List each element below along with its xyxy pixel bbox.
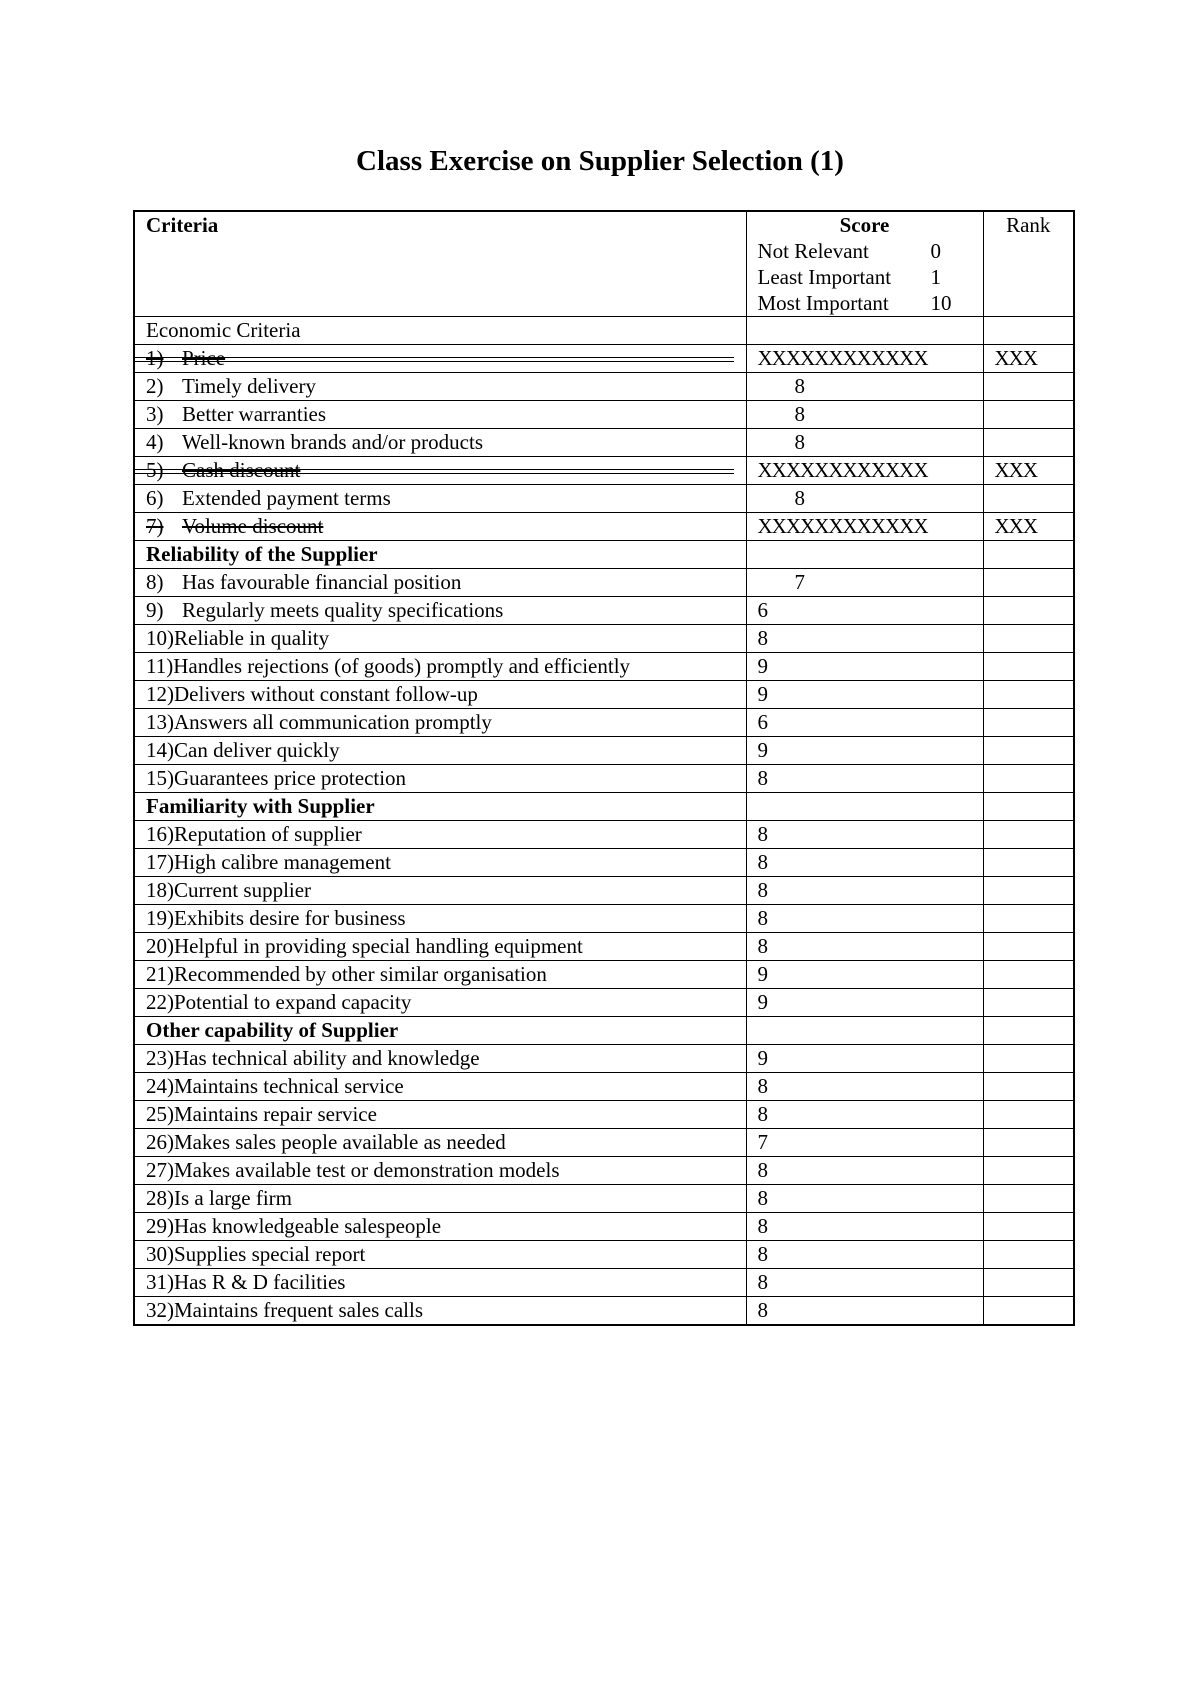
score-cell[interactable]: 8 bbox=[746, 1213, 983, 1241]
rank-cell[interactable] bbox=[983, 1213, 1074, 1241]
scale-most-important: Most Important 10 bbox=[757, 291, 952, 315]
score-header bbox=[746, 211, 983, 317]
criterion-cell: 17)High calibre management bbox=[134, 849, 746, 877]
rank-cell[interactable] bbox=[983, 625, 1074, 653]
rank-cell[interactable] bbox=[983, 569, 1074, 597]
criterion-cell: 25)Maintains repair service bbox=[134, 1101, 746, 1129]
criterion-cell: 2) Timely delivery bbox=[134, 373, 746, 401]
rank-cell[interactable]: XXX bbox=[983, 513, 1074, 541]
rank-cell[interactable] bbox=[983, 681, 1074, 709]
score-cell[interactable]: 8 bbox=[746, 429, 983, 457]
score-cell[interactable]: XXXXXXXXXXXX bbox=[746, 513, 983, 541]
criterion-cell: 23)Has technical ability and knowledge bbox=[134, 1045, 746, 1073]
rank-cell[interactable] bbox=[983, 373, 1074, 401]
table-row bbox=[134, 485, 1074, 513]
score-cell[interactable]: 8 bbox=[746, 1297, 983, 1326]
section-heading: Familiarity with Supplier bbox=[134, 793, 746, 821]
criterion-cell: 20)Helpful in providing special handling equipment bbox=[134, 933, 746, 961]
rank-cell[interactable] bbox=[983, 961, 1074, 989]
section-row bbox=[134, 1017, 1074, 1045]
score-cell[interactable]: 9 bbox=[746, 653, 983, 681]
criterion-cell: 24)Maintains technical service bbox=[134, 1073, 746, 1101]
rank-cell[interactable] bbox=[983, 1185, 1074, 1213]
rank-cell[interactable] bbox=[983, 709, 1074, 737]
criterion-cell: 8) Has favourable financial position bbox=[134, 569, 746, 597]
rank-cell[interactable] bbox=[983, 1073, 1074, 1101]
score-cell[interactable]: XXXXXXXXXXXX bbox=[746, 457, 983, 485]
criterion-cell: 15)Guarantees price protection bbox=[134, 765, 746, 793]
criterion-cell: 3) Better warranties bbox=[134, 401, 746, 429]
score-cell[interactable]: 8 bbox=[746, 625, 983, 653]
table-row bbox=[134, 765, 1074, 793]
score-cell[interactable]: 8 bbox=[746, 373, 983, 401]
table-row bbox=[134, 1297, 1074, 1326]
score-cell[interactable]: 8 bbox=[746, 1185, 983, 1213]
rank-cell[interactable] bbox=[983, 877, 1074, 905]
criterion-cell: 19)Exhibits desire for business bbox=[134, 905, 746, 933]
rank-cell[interactable] bbox=[983, 765, 1074, 793]
score-title: Score bbox=[839, 213, 890, 237]
score-cell[interactable]: 8 bbox=[746, 933, 983, 961]
rank-cell[interactable] bbox=[983, 1241, 1074, 1269]
table-row bbox=[134, 1073, 1074, 1101]
table-row bbox=[134, 625, 1074, 653]
rank-cell[interactable] bbox=[983, 1129, 1074, 1157]
rank-cell[interactable]: XXX bbox=[983, 345, 1074, 373]
criterion-cell: 21)Recommended by other similar organisation bbox=[134, 961, 746, 989]
table-row bbox=[134, 373, 1074, 401]
table-row bbox=[134, 1241, 1074, 1269]
table-row bbox=[134, 1045, 1074, 1073]
criterion-cell: 12)Delivers without constant follow-up bbox=[134, 681, 746, 709]
supplier-criteria-table bbox=[133, 210, 1075, 1326]
table-row bbox=[134, 1269, 1074, 1297]
table-row bbox=[134, 345, 1074, 373]
table-row bbox=[134, 821, 1074, 849]
score-cell[interactable]: 7 bbox=[746, 1129, 983, 1157]
section-row bbox=[134, 541, 1074, 569]
section-row bbox=[134, 793, 1074, 821]
criterion-cell: 18)Current supplier bbox=[134, 877, 746, 905]
table-row bbox=[134, 1101, 1074, 1129]
table-row bbox=[134, 989, 1074, 1017]
table-row bbox=[134, 1185, 1074, 1213]
section-heading: Other capability of Supplier bbox=[134, 1017, 746, 1045]
table-row bbox=[134, 933, 1074, 961]
score-cell[interactable]: 8 bbox=[746, 1157, 983, 1185]
criteria-header: Criteria bbox=[134, 211, 746, 317]
criterion-cell: 7) Volume discount bbox=[134, 513, 746, 541]
rank-cell[interactable]: XXX bbox=[983, 457, 1074, 485]
score-cell[interactable]: 8 bbox=[746, 1241, 983, 1269]
table-row bbox=[134, 1129, 1074, 1157]
criterion-cell: 1) Price bbox=[134, 345, 746, 373]
score-cell[interactable]: XXXXXXXXXXXX bbox=[746, 345, 983, 373]
header-row bbox=[134, 211, 1074, 317]
criterion-cell: 9) Regularly meets quality specifications bbox=[134, 597, 746, 625]
rank-cell[interactable] bbox=[983, 401, 1074, 429]
rank-cell[interactable] bbox=[983, 849, 1074, 877]
table-row bbox=[134, 849, 1074, 877]
table-row bbox=[134, 1157, 1074, 1185]
criterion-cell: 13)Answers all communication promptly bbox=[134, 709, 746, 737]
scale-not-relevant: Not Relevant 0 bbox=[757, 239, 941, 263]
score-cell[interactable]: 9 bbox=[746, 737, 983, 765]
criterion-cell: 31)Has R & D facilities bbox=[134, 1269, 746, 1297]
scale-least-important: Least Important 1 bbox=[757, 265, 941, 289]
table-row bbox=[134, 457, 1074, 485]
table-row bbox=[134, 709, 1074, 737]
score-cell[interactable]: 7 bbox=[746, 569, 983, 597]
score-cell[interactable]: 6 bbox=[746, 709, 983, 737]
score-cell[interactable]: 8 bbox=[746, 905, 983, 933]
criterion-cell: 27)Makes available test or demonstration models bbox=[134, 1157, 746, 1185]
table-row bbox=[134, 597, 1074, 625]
rank-cell[interactable] bbox=[983, 485, 1074, 513]
rank-cell[interactable] bbox=[983, 1157, 1074, 1185]
criterion-cell: 11)Handles rejections (of goods) promptly and efficiently bbox=[134, 653, 746, 681]
table-row bbox=[134, 877, 1074, 905]
score-cell[interactable]: 9 bbox=[746, 961, 983, 989]
rank-cell[interactable] bbox=[983, 429, 1074, 457]
rank-cell[interactable] bbox=[983, 821, 1074, 849]
section-row bbox=[134, 317, 1074, 345]
table-row bbox=[134, 681, 1074, 709]
rank-cell[interactable] bbox=[983, 653, 1074, 681]
score-cell[interactable]: 8 bbox=[746, 1073, 983, 1101]
rank-cell[interactable] bbox=[983, 933, 1074, 961]
rank-cell[interactable] bbox=[983, 1101, 1074, 1129]
score-cell[interactable]: 8 bbox=[746, 1269, 983, 1297]
section-heading: Reliability of the Supplier bbox=[134, 541, 746, 569]
criterion-cell: 5) Cash discount bbox=[134, 457, 746, 485]
rank-cell[interactable] bbox=[983, 1269, 1074, 1297]
criterion-cell: 4) Well-known brands and/or products bbox=[134, 429, 746, 457]
score-cell[interactable]: 6 bbox=[746, 597, 983, 625]
table-row bbox=[134, 1213, 1074, 1241]
criterion-cell: 32)Maintains frequent sales calls bbox=[134, 1297, 746, 1326]
rank-cell[interactable] bbox=[983, 905, 1074, 933]
score-cell[interactable]: 9 bbox=[746, 989, 983, 1017]
rank-cell[interactable] bbox=[983, 737, 1074, 765]
table-row bbox=[134, 737, 1074, 765]
table-row bbox=[134, 401, 1074, 429]
criterion-cell: 29)Has knowledgeable salespeople bbox=[134, 1213, 746, 1241]
score-cell[interactable]: 9 bbox=[746, 681, 983, 709]
rank-cell[interactable] bbox=[983, 1045, 1074, 1073]
criterion-cell: 14)Can deliver quickly bbox=[134, 737, 746, 765]
table-row bbox=[134, 429, 1074, 457]
score-cell[interactable]: 8 bbox=[746, 849, 983, 877]
criterion-cell: 30)Supplies special report bbox=[134, 1241, 746, 1269]
rank-cell[interactable] bbox=[983, 597, 1074, 625]
criterion-cell: 10)Reliable in quality bbox=[134, 625, 746, 653]
score-cell[interactable]: 8 bbox=[746, 877, 983, 905]
table-row bbox=[134, 513, 1074, 541]
table-row bbox=[134, 905, 1074, 933]
criterion-cell: 28)Is a large firm bbox=[134, 1185, 746, 1213]
score-cell[interactable]: 8 bbox=[746, 401, 983, 429]
table-row bbox=[134, 653, 1074, 681]
table-row bbox=[134, 961, 1074, 989]
score-cell[interactable]: 8 bbox=[746, 821, 983, 849]
score-cell[interactable]: 9 bbox=[746, 1045, 983, 1073]
rank-cell[interactable] bbox=[983, 1297, 1074, 1326]
rank-cell[interactable] bbox=[983, 989, 1074, 1017]
rank-header: Rank bbox=[983, 211, 1074, 317]
criterion-cell: 26)Makes sales people available as needed bbox=[134, 1129, 746, 1157]
criterion-cell: 22)Potential to expand capacity bbox=[134, 989, 746, 1017]
criterion-cell: 6) Extended payment terms bbox=[134, 485, 746, 513]
page-title: Class Exercise on Supplier Selection (1) bbox=[356, 145, 844, 177]
score-cell[interactable]: 8 bbox=[746, 765, 983, 793]
score-cell[interactable]: 8 bbox=[746, 1101, 983, 1129]
section-heading: Economic Criteria bbox=[134, 317, 746, 345]
criterion-cell: 16)Reputation of supplier bbox=[134, 821, 746, 849]
score-cell[interactable]: 8 bbox=[746, 485, 983, 513]
table-row bbox=[134, 569, 1074, 597]
